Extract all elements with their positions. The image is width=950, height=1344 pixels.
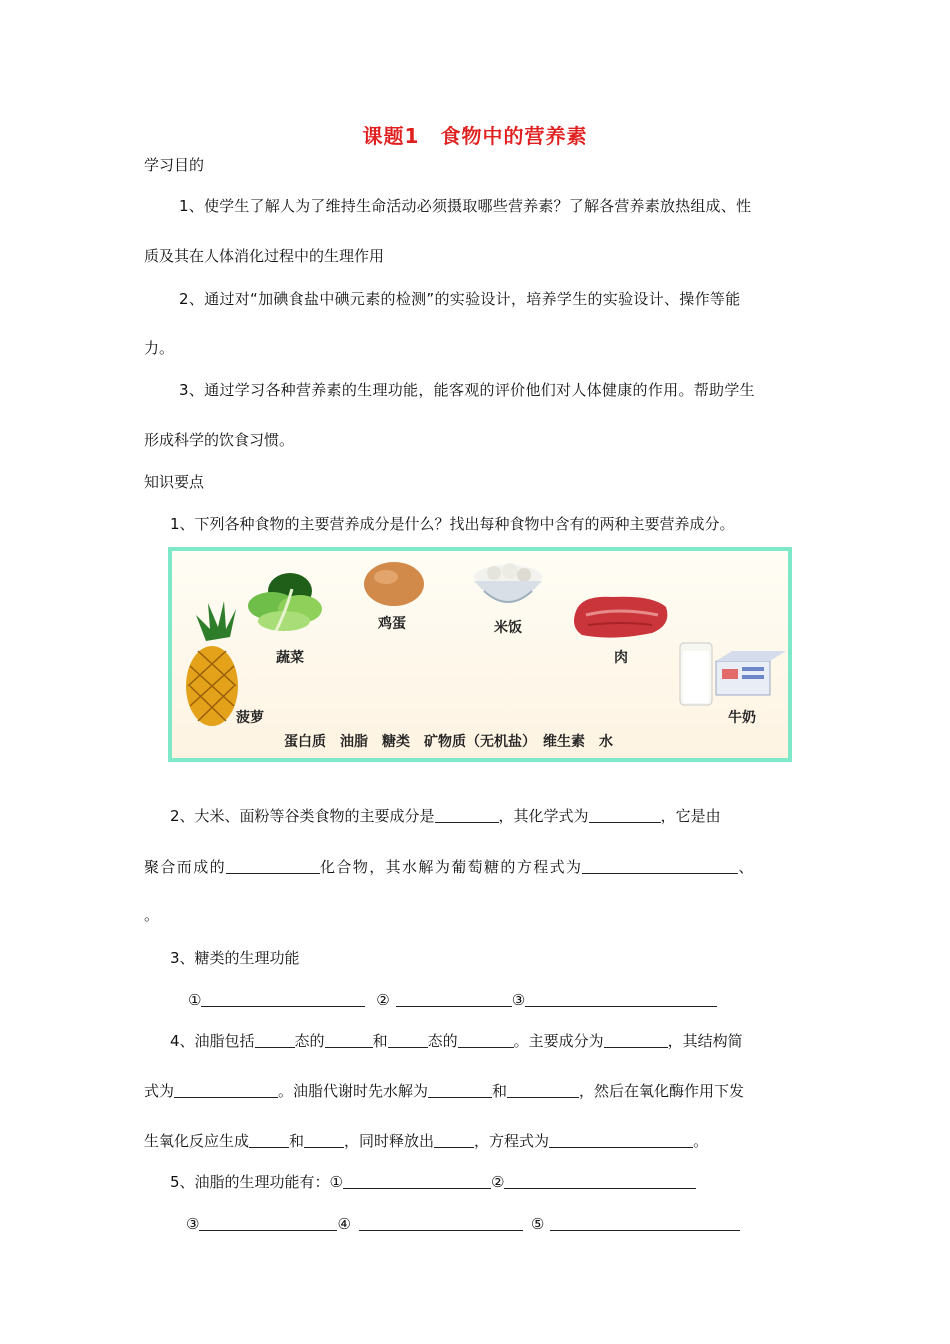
question-2-line-1 [170,806,721,826]
vegetable-icon [248,573,322,631]
q3-blank-1[interactable] [201,991,365,1007]
q5-marker-5: ⑤ [530,1215,545,1233]
q4-text-l: 和 [289,1132,305,1150]
question-4-line-3 [144,1131,708,1151]
q4-blank-12[interactable] [549,1132,693,1148]
q2-text-a: 2、大米、面粉等谷类食物的主要成分是 [170,807,435,825]
goal-3-line-2: 形成科学的饮食习惯。 [144,431,295,449]
q2-blank-3[interactable] [226,858,320,874]
q4-blank-4[interactable] [458,1032,514,1048]
pineapple-label: 菠萝 [236,710,264,726]
question-4-line-1 [170,1031,743,1051]
egg-icon [364,562,424,606]
rice-bowl-icon [474,563,542,602]
question-4-line-2 [144,1081,744,1101]
q2-text-e: 化合物，其水解为葡萄糖的方程式为 [320,858,583,876]
q2-text-f: 、 [738,858,755,876]
q4-text-o: 。 [693,1132,709,1150]
q2-blank-2[interactable] [589,807,661,823]
milk-icon [680,643,786,705]
question-1: 1、下列各种食物的主要营养成分是什么？找出每种食物中含有的两种主要营养成分。 [170,515,735,533]
q4-blank-5[interactable] [604,1032,668,1048]
q4-text-b: 态的 [294,1032,325,1050]
goals-heading: 学习目的 [144,156,205,174]
q4-text-a: 4、油脂包括 [170,1032,255,1050]
q5-blank-4[interactable] [359,1215,523,1231]
q4-text-k: 生氧化反应生成 [144,1132,250,1150]
q3-blank-2[interactable] [396,991,512,1007]
q4-blank-2[interactable] [325,1032,373,1048]
q4-text-i: 和 [492,1082,508,1100]
q5-marker-3: ③ [186,1215,200,1233]
q4-text-e: 。主要成分为 [513,1032,604,1050]
q4-text-g: 式为 [144,1082,175,1100]
rice-label: 米饭 [494,620,522,636]
q2-text-d: 聚合而成的 [144,858,227,876]
q4-blank-11[interactable] [434,1132,474,1148]
q2-blank-1[interactable] [435,807,499,823]
q5-heading: 5、油脂的生理功能有： [170,1173,330,1191]
q4-text-n: ，方程式为 [474,1132,550,1150]
page-title: 课题1 食物中的营养素 [362,124,588,148]
pineapple-icon [186,601,238,726]
q5-blank-5[interactable] [550,1215,740,1231]
q5-marker-1: ① [329,1173,343,1191]
meat-icon [574,597,667,638]
q4-text-m: ，同时释放出 [344,1132,435,1150]
q4-blank-10[interactable] [304,1132,344,1148]
vegetable-label: 蔬菜 [276,650,304,666]
egg-label: 鸡蛋 [378,616,406,632]
q3-marker-1: ① [188,991,202,1009]
q4-text-j: ，然后在氧化酶作用下发 [579,1082,745,1100]
q5-blank-2[interactable] [504,1173,696,1189]
question-3-heading: 3、糖类的生理功能 [170,949,300,967]
q4-text-f: ，其结构简 [667,1032,743,1050]
goal-3-line-1: 3、通过学习各种营养素的生理功能，能客观的评价他们对人体健康的作用。帮助学生 [179,381,755,399]
q4-text-d: 态的 [427,1032,458,1050]
q4-blank-6[interactable] [174,1082,278,1098]
q2-text-c: ，它是由 [660,807,721,825]
q4-blank-8[interactable] [507,1082,579,1098]
q3-marker-3: ③ [511,991,526,1009]
q2-text-b: ，其化学式为 [498,807,589,825]
goal-2-line-2: 力。 [144,339,175,357]
goal-2-line-1: 2、通过对“加碘食盐中碘元素的检测”的实验设计，培养学生的实验设计、操作等能 [179,290,741,308]
question-2-line-3: 。 [144,906,160,924]
question-5-line-2 [186,1214,740,1234]
food-nutrient-figure [168,547,792,762]
goal-1-line-1: 1、使学生了解人为了维持生命活动必须摄取哪些营养素？了解各营养素放热组成、性 [179,197,752,215]
q4-text-h: 。油脂代谢时先水解为 [278,1082,429,1100]
q4-blank-1[interactable] [255,1032,295,1048]
q4-blank-3[interactable] [388,1032,428,1048]
question-5-line-1 [170,1172,696,1192]
question-2-line-2 [144,857,755,877]
milk-label: 牛奶 [728,710,756,726]
q5-blank-3[interactable] [199,1215,337,1231]
q2-blank-4[interactable] [582,858,738,874]
q5-blank-1[interactable] [343,1173,491,1189]
meat-label: 肉 [614,650,628,666]
q4-text-c: 和 [372,1032,388,1050]
q3-blank-3[interactable] [525,991,717,1007]
q5-marker-2: ② [491,1173,505,1191]
q5-marker-4: ④ [337,1215,351,1233]
q3-marker-2: ② [376,991,390,1009]
q4-blank-9[interactable] [249,1132,289,1148]
food-illustrations [172,551,788,758]
goal-1-line-2: 质及其在人体消化过程中的生理作用 [144,247,385,265]
points-heading: 知识要点 [144,473,205,491]
question-3-blanks [188,990,717,1010]
nutrient-list: 蛋白质 油脂 糖类 矿物质（无机盐） 维生素 水 [284,734,613,750]
q4-blank-7[interactable] [428,1082,492,1098]
